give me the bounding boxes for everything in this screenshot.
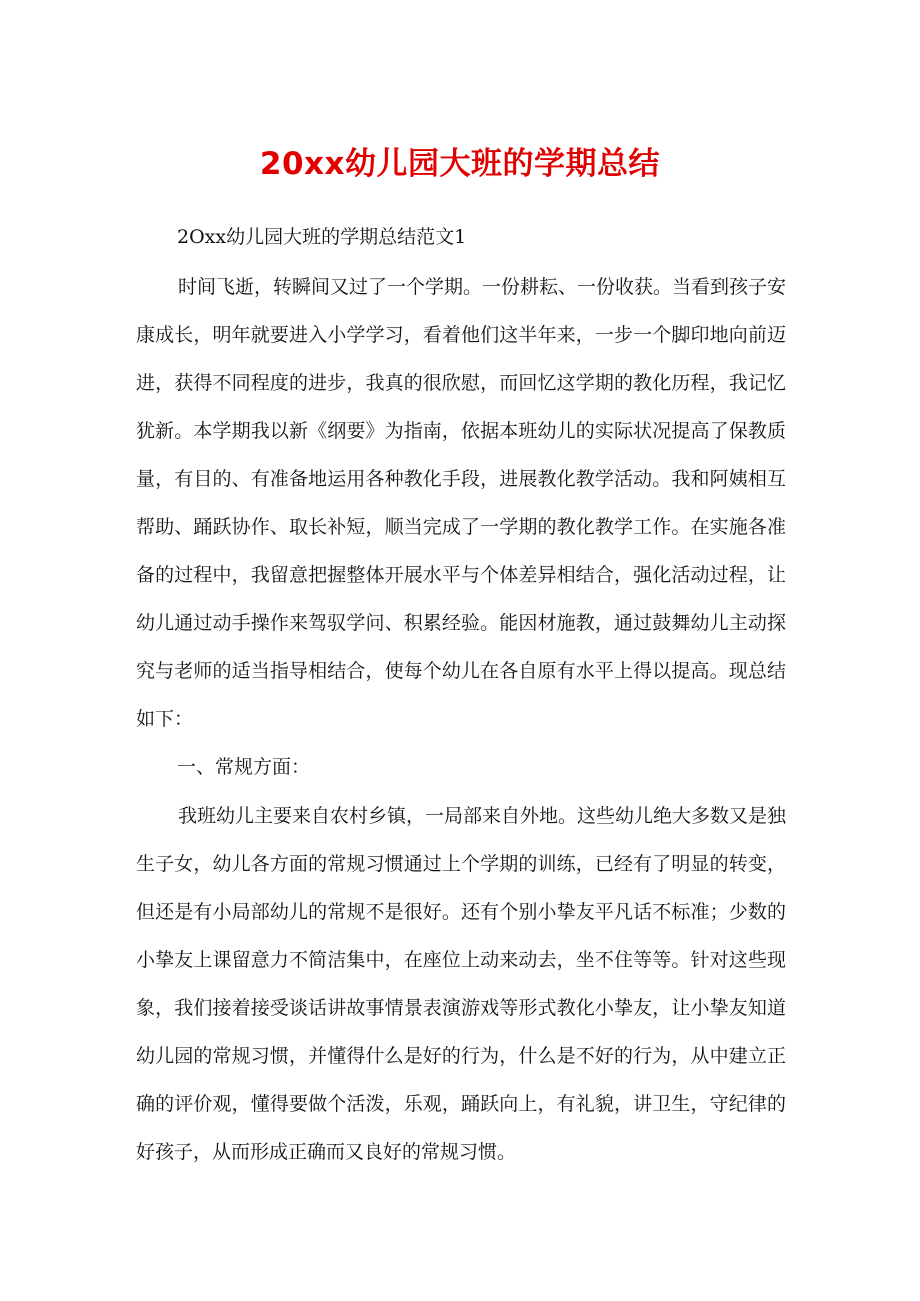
body-paragraph-intro: 时间飞逝，转瞬间又过了一个学期。一份耕耘、一份收获。当看到孩子安康成长，明年就要进入小学学习，看着他们这半年来，一步一个脚印地向前迈进，获得不同程度的进步，我真的很欣慰，而回忆这学期的教化历程，我记忆犹新。本学期我以新《纲要》为指南，依据本班幼儿的实际状况提高了保教质量，有目的、有准备地运用各种教化手段，进展教化教学活动。我和阿姨相互帮助、踊跃协作、取长补短，顺当完成了一学期的教化教学工作。在实施各准备的过程中，我留意把握整体开展水平与个体差异相结合，强化活动过程，让幼儿通过动手操作来驾驭学问、积累经验。能因材施教，通过鼓舞幼儿主动探究与老师的适当指导相结合，使每个幼儿在各自原有水平上得以提高。现总结如下： [136,276,787,730]
body-paragraph-routine: 我班幼儿主要来自农村乡镇，一局部来自外地。这些幼儿绝大多数又是独生子女，幼儿各方面的常规习惯通过上个学期的训练，已经有了明显的转变，但还是有小局部幼儿的常规不是很好。还有个别小挚友平凡话不标准；少数的小挚友上课留意力不简洁集中，在座位上动来动去，坐不住等等。针对这些现象，我们接着接受谈话讲故事情景表演游戏等形式教化小挚友，让小挚友知道幼儿园的常规习惯，并懂得什么是好的行为，什么是不好的行为，从中建立正确的评价观，懂得要做个活泼，乐观，踊跃向上，有礼貌，讲卫生，守纪律的好孩子，从而形成正确而又良好的常规习惯。 [136,805,787,1163]
document-subtitle: 2Oxx幼儿园大班的学期总结范文1 [177,226,467,248]
section-heading-routine: 一、常规方面： [177,756,311,778]
document-title: 20xx幼儿园大班的学期总结 [259,146,661,182]
